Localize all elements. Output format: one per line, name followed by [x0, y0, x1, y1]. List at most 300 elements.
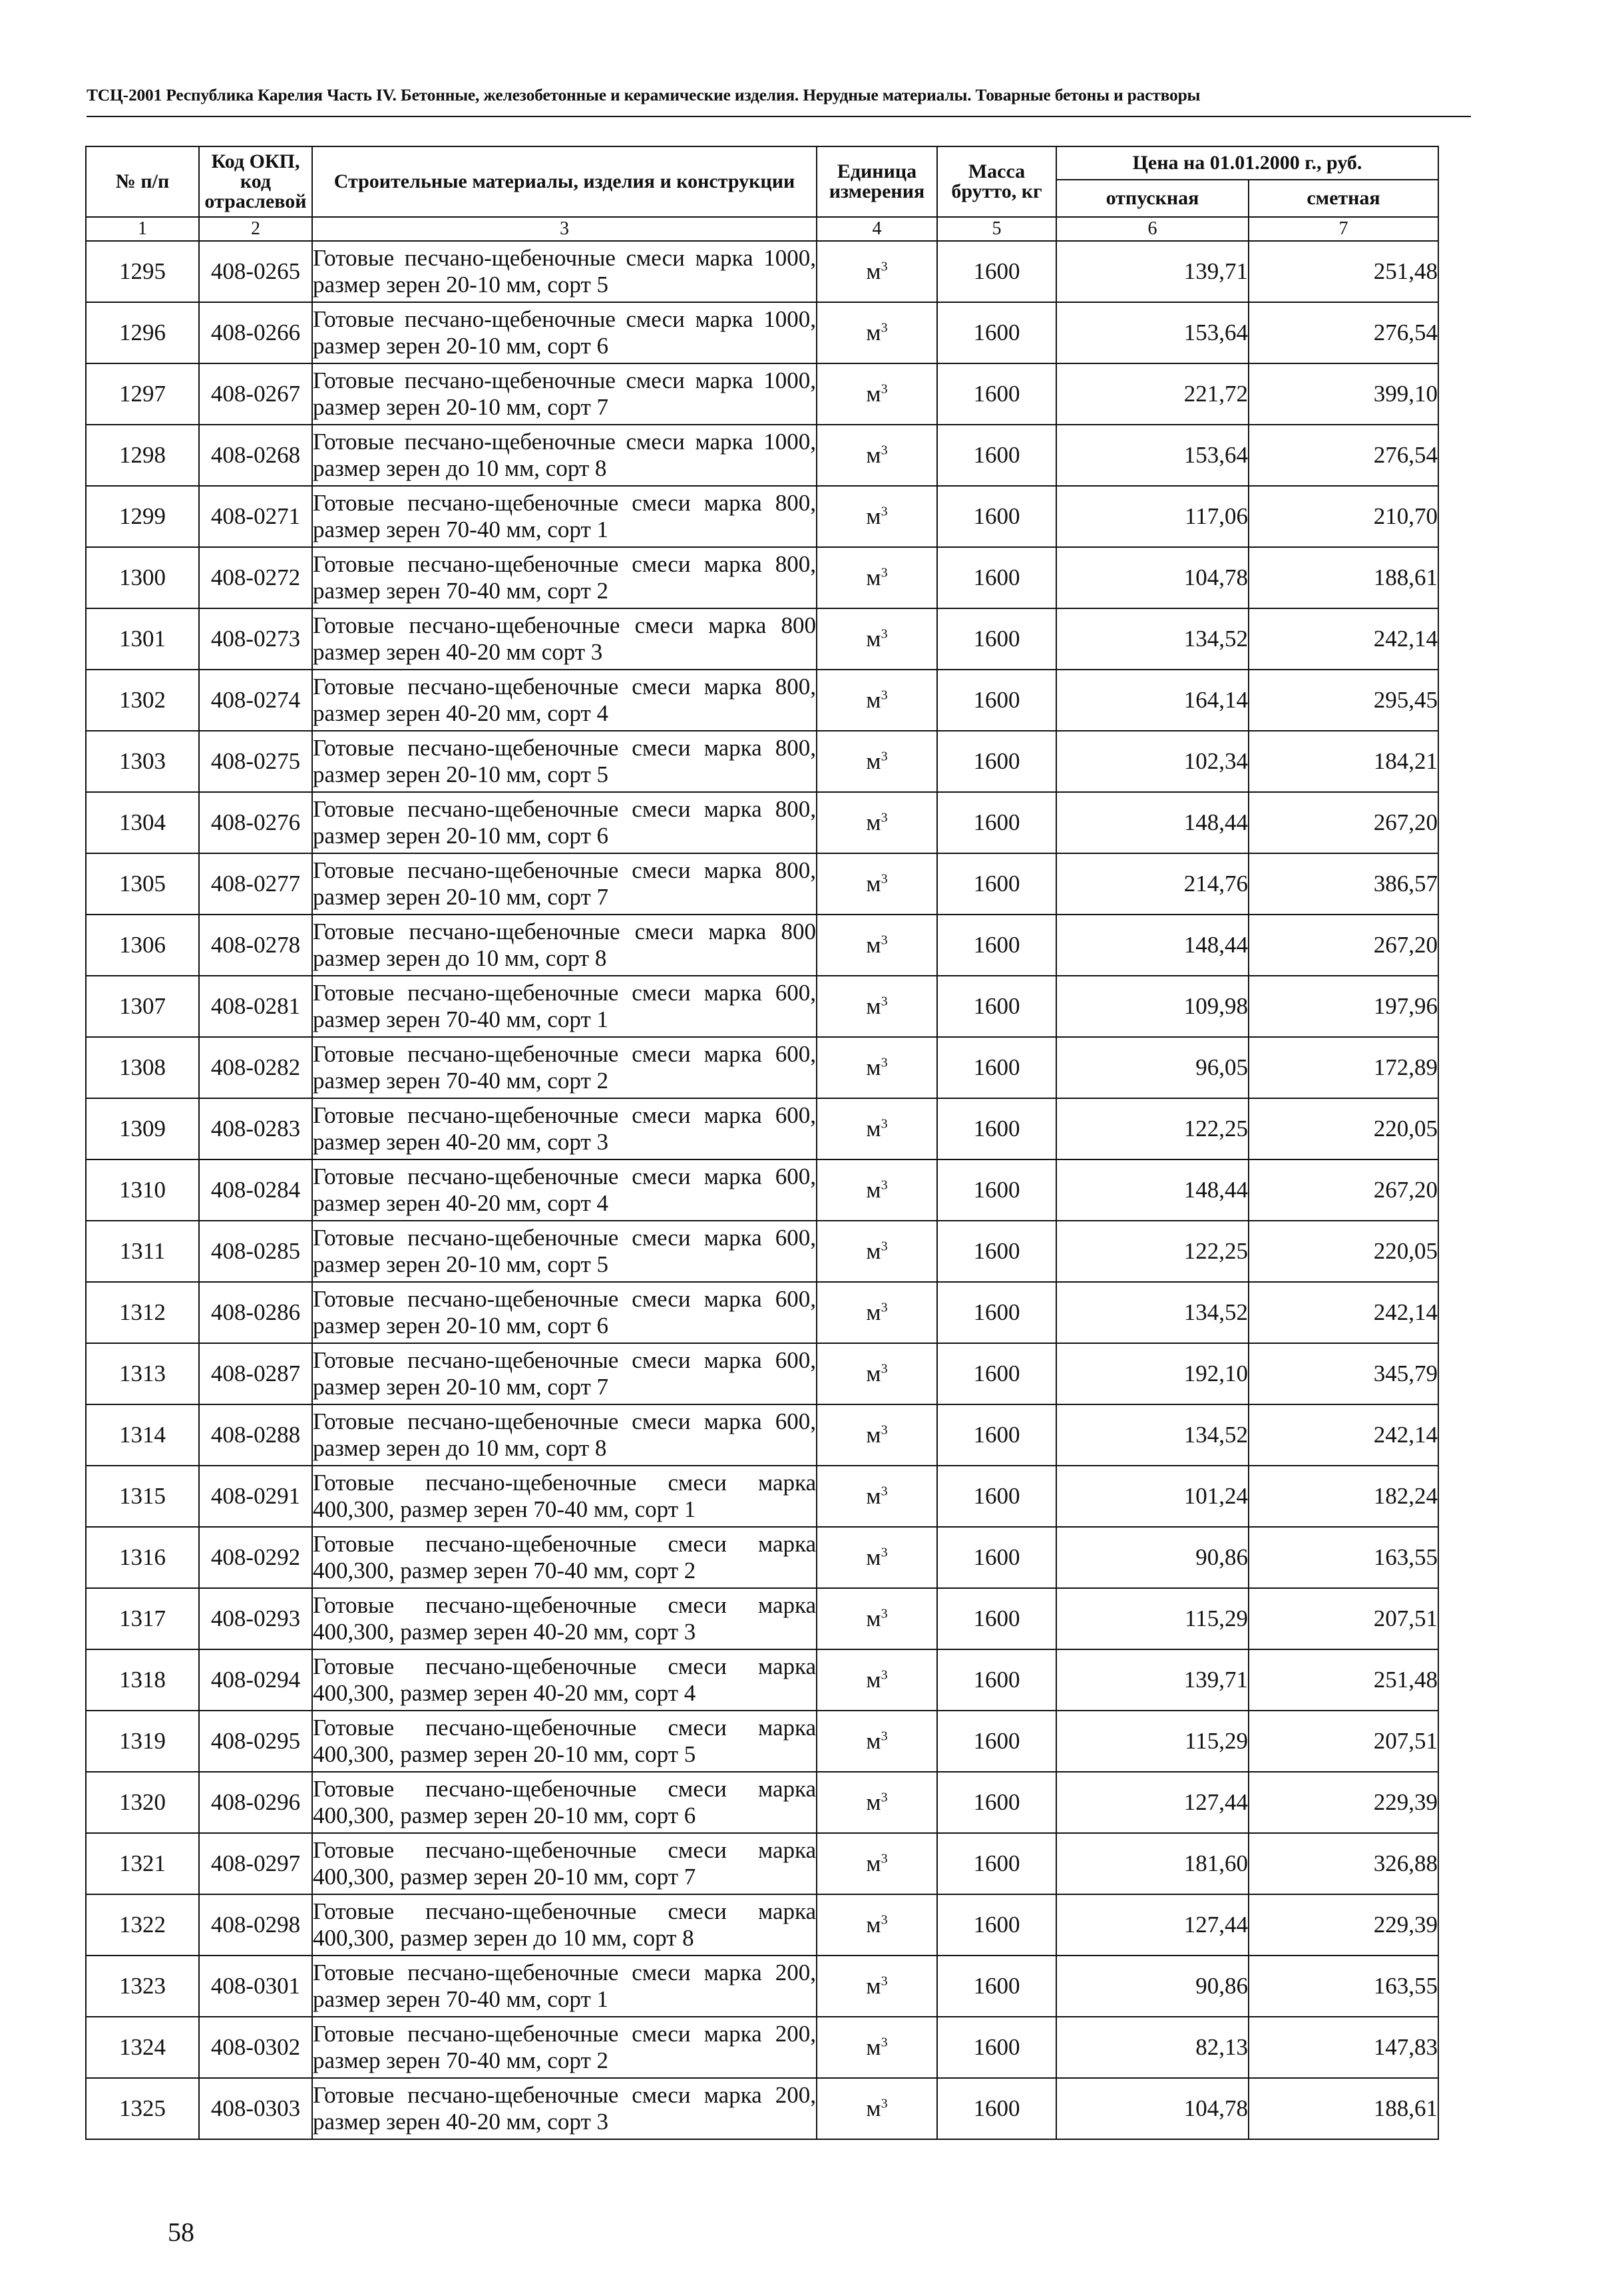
unit-of-measure: [817, 1404, 937, 1466]
unit-of-measure: [817, 1711, 937, 1772]
price-release: 153,64: [1056, 425, 1249, 486]
header-price-release: отпускная: [1056, 180, 1249, 217]
material-description: Готовые песчано-щебеночные смеси марка 800, размер зерен 70-40 мм, сорт 1: [312, 486, 817, 547]
material-description: Готовые песчано-щебеночные смеси марка 600, размер зерен 20-10 мм, сорт 7: [312, 1343, 817, 1404]
gross-mass: 1600: [937, 792, 1056, 853]
okp-code: 408-0284: [199, 1159, 312, 1221]
unit-of-measure: [817, 1894, 937, 1956]
price-release: 90,86: [1056, 1956, 1249, 2017]
price-estimate: 267,20: [1249, 792, 1438, 853]
material-description: Готовые песчано-щебеночные смеси марка 600, размер зерен 20-10 мм, сорт 6: [312, 1282, 817, 1343]
table-row: [86, 1466, 1438, 1527]
unit-base: м: [866, 1238, 881, 1264]
unit-of-measure: [817, 976, 937, 1037]
material-description: Готовые песчано-щебеночные смеси марка 800, размер зерен 20-10 мм, сорт 6: [312, 792, 817, 853]
unit-exponent: 3: [881, 749, 888, 764]
okp-code: 408-0297: [199, 1833, 312, 1894]
gross-mass: 1600: [937, 1159, 1056, 1221]
row-number: 1322: [86, 1894, 199, 1956]
price-estimate: 172,89: [1249, 1037, 1438, 1098]
okp-code: 408-0296: [199, 1772, 312, 1833]
unit-of-measure: [817, 425, 937, 486]
unit-of-measure: [817, 1833, 937, 1894]
table-row: [86, 1588, 1438, 1649]
okp-code: 408-0301: [199, 1956, 312, 2017]
okp-code: 408-0272: [199, 547, 312, 608]
table-row: [86, 2078, 1438, 2139]
price-release: 134,52: [1056, 608, 1249, 670]
unit-of-measure: [817, 363, 937, 425]
table-row: [86, 1772, 1438, 1833]
row-number: 1305: [86, 853, 199, 915]
gross-mass: 1600: [937, 2078, 1056, 2139]
row-number: 1302: [86, 670, 199, 731]
price-release: 109,98: [1056, 976, 1249, 1037]
material-description: Готовые песчано-щебеночные смеси марка 1000, размер зерен 20-10 мм, сорт 7: [312, 363, 817, 425]
unit-of-measure: [817, 1466, 937, 1527]
header-unit: Единица измерения: [817, 146, 937, 217]
price-estimate: 295,45: [1249, 670, 1438, 731]
row-number: 1300: [86, 547, 199, 608]
unit-base: м: [866, 1667, 881, 1693]
gross-mass: 1600: [937, 425, 1056, 486]
okp-code: 408-0293: [199, 1588, 312, 1649]
gross-mass: 1600: [937, 1711, 1056, 1772]
unit-base: м: [866, 381, 881, 407]
price-release: 153,64: [1056, 302, 1249, 363]
row-number: 1324: [86, 2017, 199, 2078]
row-number: 1320: [86, 1772, 199, 1833]
unit-exponent: 3: [881, 504, 888, 519]
material-description: Готовые песчано-щебеночные смеси марка 600, размер зерен 70-40 мм, сорт 1: [312, 976, 817, 1037]
okp-code: 408-0278: [199, 915, 312, 976]
unit-of-measure: [817, 1159, 937, 1221]
row-number: 1315: [86, 1466, 199, 1527]
price-estimate: 229,39: [1249, 1894, 1438, 1956]
row-number: 1297: [86, 363, 199, 425]
header-rule: [87, 116, 1471, 117]
material-description: Готовые песчано-щебеночные смеси марка 200, размер зерен 40-20 мм, сорт 3: [312, 2078, 817, 2139]
gross-mass: 1600: [937, 1282, 1056, 1343]
price-estimate: 197,96: [1249, 976, 1438, 1037]
unit-exponent: 3: [881, 1422, 888, 1438]
gross-mass: 1600: [937, 241, 1056, 302]
price-release: 164,14: [1056, 670, 1249, 731]
unit-exponent: 3: [881, 1484, 888, 1499]
unit-of-measure: [817, 486, 937, 547]
unit-base: м: [866, 1912, 881, 1938]
unit-base: м: [866, 1728, 881, 1754]
price-estimate: 163,55: [1249, 1527, 1438, 1588]
unit-base: м: [866, 871, 881, 897]
unit-of-measure: [817, 1282, 937, 1343]
unit-base: м: [866, 1299, 881, 1325]
okp-code: 408-0292: [199, 1527, 312, 1588]
table-row: [86, 1343, 1438, 1404]
price-estimate: 251,48: [1249, 1649, 1438, 1711]
unit-base: м: [866, 1544, 881, 1570]
okp-code: 408-0274: [199, 670, 312, 731]
material-description: Готовые песчано-щебеночные смеси марка 1000, размер зерен до 10 мм, сорт 8: [312, 425, 817, 486]
gross-mass: 1600: [937, 1833, 1056, 1894]
gross-mass: 1600: [937, 1588, 1056, 1649]
table-row: [86, 363, 1438, 425]
gross-mass: 1600: [937, 1466, 1056, 1527]
okp-code: 408-0298: [199, 1894, 312, 1956]
table-row: [86, 731, 1438, 792]
table-row: [86, 915, 1438, 976]
unit-exponent: 3: [881, 259, 888, 274]
unit-of-measure: [817, 1649, 937, 1711]
row-number: 1318: [86, 1649, 199, 1711]
unit-of-measure: [817, 241, 937, 302]
material-description: Готовые песчано-щебеночные смеси марка 800, размер зерен 20-10 мм, сорт 7: [312, 853, 817, 915]
unit-of-measure: [817, 1098, 937, 1159]
row-number: 1311: [86, 1221, 199, 1282]
header-price-estimate: сметная: [1249, 180, 1438, 217]
table-row: [86, 792, 1438, 853]
okp-code: 408-0273: [199, 608, 312, 670]
gross-mass: 1600: [937, 2017, 1056, 2078]
table-row: [86, 1404, 1438, 1466]
row-number: 1299: [86, 486, 199, 547]
price-release: 181,60: [1056, 1833, 1249, 1894]
row-number: 1314: [86, 1404, 199, 1466]
unit-exponent: 3: [881, 933, 888, 948]
price-estimate: 229,39: [1249, 1772, 1438, 1833]
row-number: 1303: [86, 731, 199, 792]
table-row: [86, 1711, 1438, 1772]
gross-mass: 1600: [937, 363, 1056, 425]
okp-code: 408-0291: [199, 1466, 312, 1527]
price-estimate: 242,14: [1249, 608, 1438, 670]
gross-mass: 1600: [937, 1098, 1056, 1159]
price-estimate: 210,70: [1249, 486, 1438, 547]
row-number: 1319: [86, 1711, 199, 1772]
unit-base: м: [866, 1116, 881, 1142]
header-name: Строительные материалы, изделия и конструкции: [312, 146, 817, 217]
price-estimate: 251,48: [1249, 241, 1438, 302]
material-description: Готовые песчано-щебеночные смеси марка 400,300, размер зерен 20-10 мм, сорт 5: [312, 1711, 817, 1772]
gross-mass: 1600: [937, 853, 1056, 915]
table-row: [86, 486, 1438, 547]
material-description: Готовые песчано-щебеночные смеси марка 800 размер зерен 40-20 мм сорт 3: [312, 608, 817, 670]
price-estimate: 242,14: [1249, 1282, 1438, 1343]
okp-code: 408-0281: [199, 976, 312, 1037]
header-code: Код ОКП, код отраслевой: [199, 146, 312, 217]
unit-exponent: 3: [881, 1545, 888, 1560]
price-release: 139,71: [1056, 1649, 1249, 1711]
header-price-group: Цена на 01.01.2000 г., руб.: [1056, 146, 1438, 180]
unit-of-measure: [817, 731, 937, 792]
gross-mass: 1600: [937, 608, 1056, 670]
gross-mass: 1600: [937, 1037, 1056, 1098]
row-number: 1307: [86, 976, 199, 1037]
unit-base: м: [866, 626, 881, 652]
table-row: [86, 1649, 1438, 1711]
gross-mass: 1600: [937, 1404, 1056, 1466]
material-description: Готовые песчано-щебеночные смеси марка 400,300, размер зерен 70-40 мм, сорт 2: [312, 1527, 817, 1588]
price-release: 127,44: [1056, 1894, 1249, 1956]
price-release: 115,29: [1056, 1588, 1249, 1649]
unit-of-measure: [817, 2017, 937, 2078]
okp-code: 408-0271: [199, 486, 312, 547]
table-row: [86, 1894, 1438, 1956]
unit-base: м: [866, 1422, 881, 1448]
okp-code: 408-0276: [199, 792, 312, 853]
unit-exponent: 3: [881, 1606, 888, 1621]
column-number: 5: [937, 217, 1056, 241]
unit-of-measure: [817, 302, 937, 363]
price-release: 101,24: [1056, 1466, 1249, 1527]
page-number: 58: [168, 2217, 194, 2247]
price-release: 148,44: [1056, 1159, 1249, 1221]
unit-exponent: 3: [881, 1912, 888, 1928]
unit-base: м: [866, 932, 881, 958]
unit-exponent: 3: [881, 994, 888, 1009]
unit-of-measure: [817, 1037, 937, 1098]
table-row: [86, 1956, 1438, 2017]
row-number: 1304: [86, 792, 199, 853]
price-estimate: 188,61: [1249, 2078, 1438, 2139]
unit-base: м: [866, 319, 881, 345]
unit-base: м: [866, 748, 881, 774]
gross-mass: 1600: [937, 547, 1056, 608]
unit-exponent: 3: [881, 1239, 888, 1254]
price-release: 148,44: [1056, 792, 1249, 853]
price-estimate: 386,57: [1249, 853, 1438, 915]
unit-base: м: [866, 564, 881, 590]
column-numbers-row: [86, 217, 1438, 241]
unit-base: м: [866, 1177, 881, 1203]
table-row: [86, 2017, 1438, 2078]
column-number: 1: [86, 217, 199, 241]
row-number: 1309: [86, 1098, 199, 1159]
price-estimate: 184,21: [1249, 731, 1438, 792]
price-estimate: 399,10: [1249, 363, 1438, 425]
row-number: 1296: [86, 302, 199, 363]
price-release: 104,78: [1056, 2078, 1249, 2139]
price-estimate: 220,05: [1249, 1098, 1438, 1159]
table-row: [86, 853, 1438, 915]
price-release: 148,44: [1056, 915, 1249, 976]
unit-base: м: [866, 809, 881, 835]
unit-exponent: 3: [881, 1116, 888, 1132]
price-release: 134,52: [1056, 1282, 1249, 1343]
unit-exponent: 3: [881, 381, 888, 397]
material-description: Готовые песчано-щебеночные смеси марка 200, размер зерен 70-40 мм, сорт 1: [312, 1956, 817, 2017]
price-table: [85, 146, 1439, 2140]
material-description: Готовые песчано-щебеночные смеси марка 400,300, размер зерен до 10 мм, сорт 8: [312, 1894, 817, 1956]
material-description: Готовые песчано-щебеночные смеси марка 400,300, размер зерен 20-10 мм, сорт 7: [312, 1833, 817, 1894]
okp-code: 408-0267: [199, 363, 312, 425]
okp-code: 408-0286: [199, 1282, 312, 1343]
gross-mass: 1600: [937, 1894, 1056, 1956]
gross-mass: 1600: [937, 1343, 1056, 1404]
unit-exponent: 3: [881, 871, 888, 887]
price-release: 117,06: [1056, 486, 1249, 547]
material-description: Готовые песчано-щебеночные смеси марка 600, размер зерен 40-20 мм, сорт 4: [312, 1159, 817, 1221]
okp-code: 408-0287: [199, 1343, 312, 1404]
table-row: [86, 1833, 1438, 1894]
unit-exponent: 3: [881, 1729, 888, 1744]
unit-of-measure: [817, 792, 937, 853]
unit-of-measure: [817, 1588, 937, 1649]
unit-exponent: 3: [881, 1300, 888, 1315]
unit-exponent: 3: [881, 320, 888, 335]
row-number: 1316: [86, 1527, 199, 1588]
unit-of-measure: [817, 1221, 937, 1282]
unit-exponent: 3: [881, 565, 888, 580]
unit-base: м: [866, 2095, 881, 2121]
gross-mass: 1600: [937, 486, 1056, 547]
price-release: 96,05: [1056, 1037, 1249, 1098]
material-description: Готовые песчано-щебеночные смеси марка 1000, размер зерен 20-10 мм, сорт 6: [312, 302, 817, 363]
price-estimate: 147,83: [1249, 2017, 1438, 2078]
price-release: 102,34: [1056, 731, 1249, 792]
table-row: [86, 1159, 1438, 1221]
unit-base: м: [866, 993, 881, 1019]
price-release: 127,44: [1056, 1772, 1249, 1833]
unit-exponent: 3: [881, 1667, 888, 1683]
unit-exponent: 3: [881, 626, 888, 642]
row-number: 1298: [86, 425, 199, 486]
column-number: 4: [817, 217, 937, 241]
unit-of-measure: [817, 547, 937, 608]
unit-of-measure: [817, 853, 937, 915]
unit-of-measure: [817, 1527, 937, 1588]
material-description: Готовые песчано-щебеночные смеси марка 800, размер зерен 40-20 мм, сорт 4: [312, 670, 817, 731]
unit-exponent: 3: [881, 688, 888, 703]
unit-base: м: [866, 1973, 881, 1999]
gross-mass: 1600: [937, 302, 1056, 363]
material-description: Готовые песчано-щебеночные смеси марка 600, размер зерен до 10 мм, сорт 8: [312, 1404, 817, 1466]
price-estimate: 345,79: [1249, 1343, 1438, 1404]
unit-exponent: 3: [881, 1790, 888, 1805]
row-number: 1321: [86, 1833, 199, 1894]
price-release: 115,29: [1056, 1711, 1249, 1772]
price-estimate: 276,54: [1249, 425, 1438, 486]
unit-of-measure: [817, 915, 937, 976]
price-release: 82,13: [1056, 2017, 1249, 2078]
price-release: 139,71: [1056, 241, 1249, 302]
price-estimate: 242,14: [1249, 1404, 1438, 1466]
price-release: 90,86: [1056, 1527, 1249, 1588]
material-description: Готовые песчано-щебеночные смеси марка 800, размер зерен 70-40 мм, сорт 2: [312, 547, 817, 608]
unit-base: м: [866, 1360, 881, 1386]
unit-of-measure: [817, 670, 937, 731]
price-estimate: 220,05: [1249, 1221, 1438, 1282]
material-description: Готовые песчано-щебеночные смеси марка 200, размер зерен 70-40 мм, сорт 2: [312, 2017, 817, 2078]
table-row: [86, 425, 1438, 486]
price-estimate: 326,88: [1249, 1833, 1438, 1894]
table-row: [86, 1221, 1438, 1282]
price-estimate: 267,20: [1249, 1159, 1438, 1221]
price-estimate: 163,55: [1249, 1956, 1438, 2017]
unit-base: м: [866, 687, 881, 713]
row-number: 1308: [86, 1037, 199, 1098]
price-release: 122,25: [1056, 1221, 1249, 1282]
gross-mass: 1600: [937, 915, 1056, 976]
okp-code: 408-0275: [199, 731, 312, 792]
price-estimate: 188,61: [1249, 547, 1438, 608]
header-mass: Масса брутто, кг: [937, 146, 1056, 217]
row-number: 1295: [86, 241, 199, 302]
unit-of-measure: [817, 608, 937, 670]
column-number: 7: [1249, 217, 1438, 241]
price-release: 221,72: [1056, 363, 1249, 425]
price-release: 104,78: [1056, 547, 1249, 608]
table-row: [86, 608, 1438, 670]
material-description: Готовые песчано-щебеночные смеси марка 400,300, размер зерен 40-20 мм, сорт 4: [312, 1649, 817, 1711]
table-body: [86, 241, 1438, 2139]
unit-of-measure: [817, 1772, 937, 1833]
header-num: № п/п: [86, 146, 199, 217]
row-number: 1317: [86, 1588, 199, 1649]
column-number: 2: [199, 217, 312, 241]
price-estimate: 182,24: [1249, 1466, 1438, 1527]
material-description: Готовые песчано-щебеночные смеси марка 600, размер зерен 20-10 мм, сорт 5: [312, 1221, 817, 1282]
row-number: 1301: [86, 608, 199, 670]
material-description: Готовые песчано-щебеночные смеси марка 600, размер зерен 40-20 мм, сорт 3: [312, 1098, 817, 1159]
okp-code: 408-0303: [199, 2078, 312, 2139]
gross-mass: 1600: [937, 1221, 1056, 1282]
unit-of-measure: [817, 1956, 937, 2017]
unit-base: м: [866, 1850, 881, 1876]
unit-base: м: [866, 1789, 881, 1815]
row-number: 1312: [86, 1282, 199, 1343]
column-number: 3: [312, 217, 817, 241]
table-row: [86, 241, 1438, 302]
okp-code: 408-0294: [199, 1649, 312, 1711]
unit-exponent: 3: [881, 443, 888, 458]
unit-base: м: [866, 258, 881, 284]
table-row: [86, 302, 1438, 363]
okp-code: 408-0268: [199, 425, 312, 486]
gross-mass: 1600: [937, 1772, 1056, 1833]
price-release: 122,25: [1056, 1098, 1249, 1159]
okp-code: 408-0283: [199, 1098, 312, 1159]
material-description: Готовые песчано-щебеночные смеси марка 400,300, размер зерен 70-40 мм, сорт 1: [312, 1466, 817, 1527]
unit-exponent: 3: [881, 1055, 888, 1070]
price-release: 134,52: [1056, 1404, 1249, 1466]
row-number: 1310: [86, 1159, 199, 1221]
unit-of-measure: [817, 2078, 937, 2139]
price-estimate: 276,54: [1249, 302, 1438, 363]
price-release: 192,10: [1056, 1343, 1249, 1404]
okp-code: 408-0302: [199, 2017, 312, 2078]
okp-code: 408-0295: [199, 1711, 312, 1772]
gross-mass: 1600: [937, 1956, 1056, 2017]
gross-mass: 1600: [937, 1649, 1056, 1711]
okp-code: 408-0288: [199, 1404, 312, 1466]
material-description: Готовые песчано-щебеночные смеси марка 400,300, размер зерен 20-10 мм, сорт 6: [312, 1772, 817, 1833]
row-number: 1323: [86, 1956, 199, 2017]
gross-mass: 1600: [937, 976, 1056, 1037]
table-row: [86, 1037, 1438, 1098]
okp-code: 408-0265: [199, 241, 312, 302]
unit-exponent: 3: [881, 810, 888, 825]
material-description: Готовые песчано-щебеночные смеси марка 800 размер зерен до 10 мм, сорт 8: [312, 915, 817, 976]
document-header: ТСЦ-2001 Республика Карелия Часть IV. Бетонные, железобетонные и керамические изделия. Нерудные материалы. Товарные бетоны и растворы: [87, 85, 1201, 104]
row-number: 1313: [86, 1343, 199, 1404]
price-estimate: 267,20: [1249, 915, 1438, 976]
unit-exponent: 3: [881, 2035, 888, 2050]
unit-exponent: 3: [881, 1361, 888, 1376]
material-description: Готовые песчано-щебеночные смеси марка 800, размер зерен 20-10 мм, сорт 5: [312, 731, 817, 792]
row-number: 1306: [86, 915, 199, 976]
okp-code: 408-0266: [199, 302, 312, 363]
